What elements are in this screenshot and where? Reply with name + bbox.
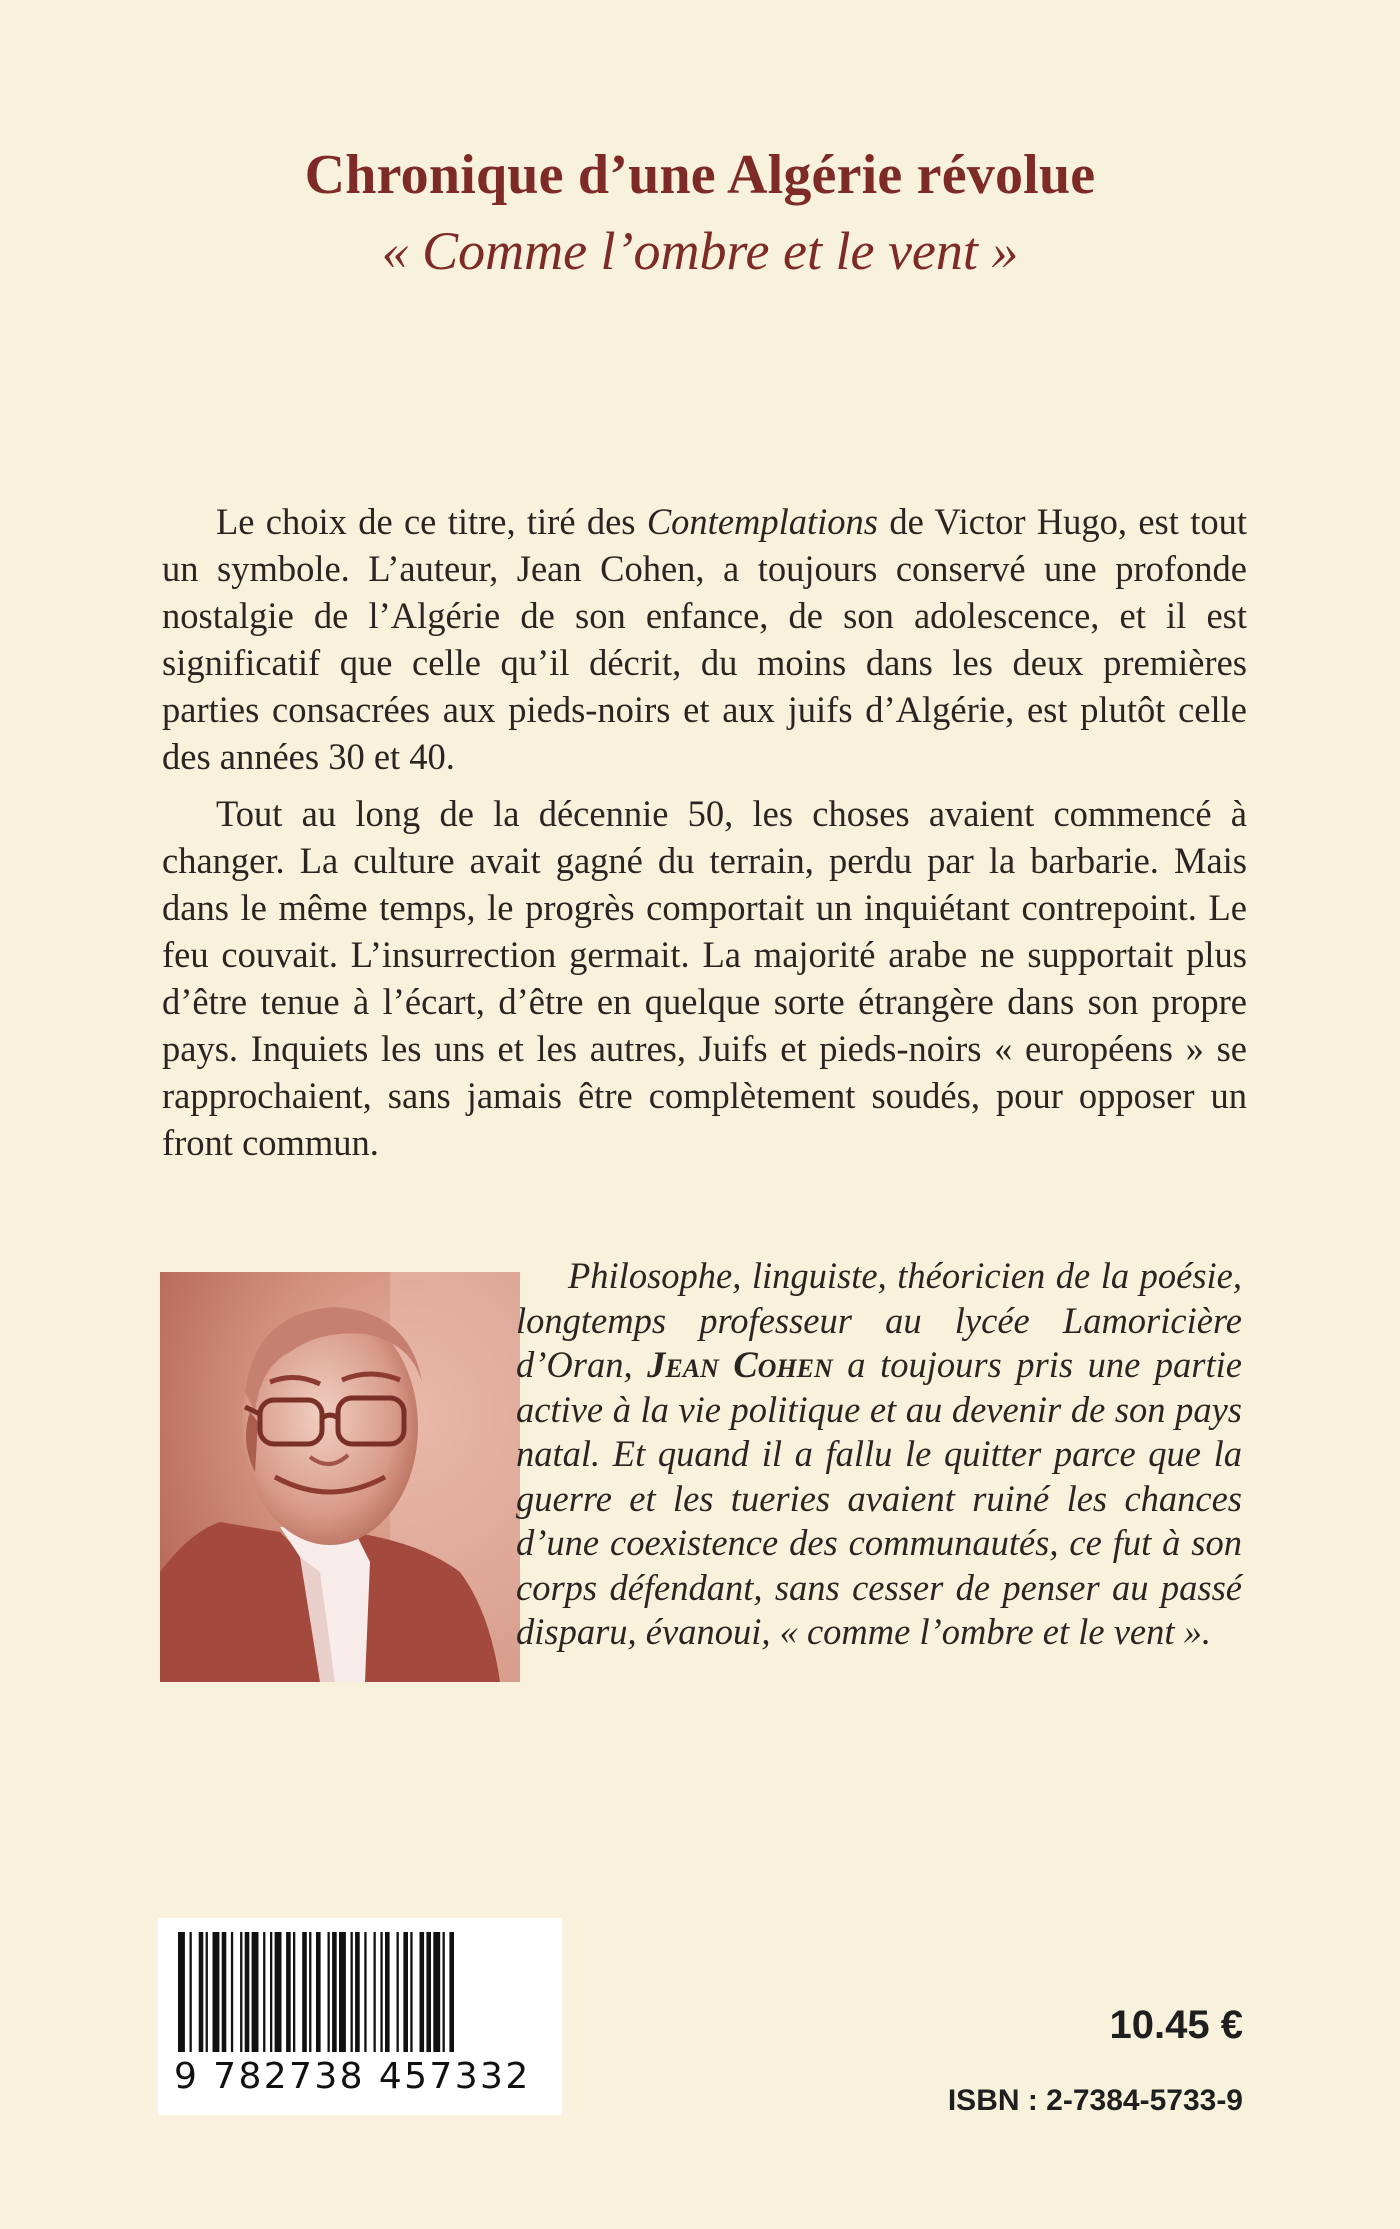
barcode-bar	[222, 1932, 227, 2052]
book-title: Chronique d’une Algérie révolue	[304, 144, 1096, 206]
barcode-bar	[403, 1932, 408, 2052]
barcode-bar	[433, 1932, 440, 2052]
barcode-bar	[270, 1932, 272, 2052]
blurb-paragraph-2: Tout au long de la décennie 50, les choses avaient commencé à changer. La culture avait gagné du terrain, perdu par la barbarie. Mais dans le même temps, le progrès comportait un inquiétant contrepoint. Le feu couvait. L’insurrection germait. La majorité arabe ne supportait plus d’être tenue à l’écart, d’être en quelque sorte étrangère dans son propre pays. Inquiets les uns et les autres, Juifs et pieds-noirs « européens » se rapprochaient, sans jamais être complètement soudés, pour opposer un front commun.	[162, 793, 1247, 1163]
barcode-bar	[332, 1932, 337, 2052]
author-bio-end: a toujours pris une partie active à la vie politique et au devenir de son pays natal. Et quand il a fallu le quitter parce que la guerre et les tueries avaient ruiné les chances d’une coexistence des communautés, ce fut à son corps défendant, sans cesser de penser au passé disparu, évanoui, « comme l’ombre et le vent ».	[516, 1344, 1242, 1652]
barcode-bar	[316, 1932, 321, 2052]
barcode-bar	[263, 1932, 265, 2052]
barcode-bar	[293, 1932, 295, 2052]
author-photo	[160, 1272, 520, 1682]
barcode-bar	[178, 1932, 185, 2052]
barcode-bar	[449, 1932, 454, 2052]
barcode-bar	[302, 1932, 307, 2052]
barcode-bar	[355, 1932, 360, 2052]
author-name: Jean Cohen	[647, 1344, 833, 1385]
barcode-digits: 9 782738 457332	[174, 2056, 531, 2097]
barcode-bar	[380, 1932, 382, 2052]
blurb	[162, 498, 1247, 1166]
author-bio-paragraph	[516, 1254, 1242, 1655]
isbn: ISBN : 2-7384-5733-9	[947, 2084, 1243, 2117]
barcode-bar	[275, 1932, 282, 2052]
book-subtitle: « Comme l’ombre et le vent »	[381, 221, 1019, 281]
barcode-bar	[286, 1932, 291, 2052]
blurb-p1-end: de Victor Hugo, est tout un symbole. L’auteur, Jean Cohen, a toujours conservé une profonde nostalgie de l’Algérie de son enfance, de son adolescence, et il est significatif que celle qu’il décrit, du moins dans les deux premières parties consacrées aux pieds-noirs et aux juifs d’Algérie, est plutôt celle des années 30 et 40.	[162, 501, 1247, 777]
barcode-bar	[410, 1932, 412, 2052]
barcode-bar	[231, 1932, 233, 2052]
author-bio	[516, 1254, 1242, 1655]
barcode-bar	[339, 1932, 346, 2052]
blurb-p1-start: Le choix de ce titre, tiré des	[216, 501, 647, 542]
author-bio-start: Philosophe, linguiste, théoricien de la poésie, longtemps professeur au lycée Lamoricière d’Oran,	[516, 1255, 1242, 1385]
barcode-bar	[206, 1932, 208, 2052]
barcode-bar	[213, 1932, 220, 2052]
barcode-bar	[397, 1932, 399, 2052]
barcode-bar	[385, 1932, 390, 2052]
barcode-bars	[158, 1918, 562, 2058]
blurb-p1-work-title: Contemplations	[646, 501, 879, 542]
barcode-bar	[245, 1932, 250, 2052]
barcode-bar	[240, 1932, 242, 2052]
barcode-bar	[328, 1932, 330, 2052]
barcode-bar	[374, 1932, 376, 2052]
price: 10.45 €	[1109, 2003, 1243, 2047]
barcode-bar	[351, 1932, 353, 2052]
author-portrait-illustration	[160, 1272, 520, 1682]
barcode-bar	[252, 1932, 259, 2052]
barcode-bar	[364, 1932, 366, 2052]
barcode-bar	[443, 1932, 445, 2052]
barcode-bar	[309, 1932, 311, 2052]
barcode-bar	[420, 1932, 425, 2052]
barcode-bar	[190, 1932, 192, 2052]
barcode-bar	[426, 1932, 431, 2052]
blurb-paragraph-1	[162, 498, 1247, 780]
barcode	[158, 1918, 562, 2115]
barcode-bar	[199, 1932, 204, 2052]
